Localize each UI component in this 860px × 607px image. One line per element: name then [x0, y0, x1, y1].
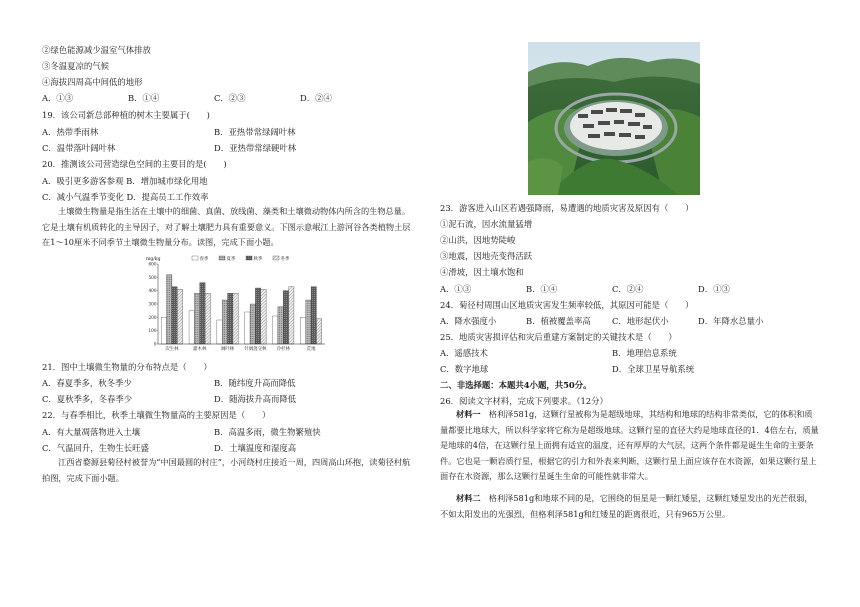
- bar: [167, 275, 172, 344]
- bar: [311, 287, 316, 344]
- bar: [189, 311, 194, 344]
- q25-option-b: B．地理信息系统: [612, 348, 677, 358]
- material-2-label: 材料二: [456, 493, 481, 503]
- soil-intro-paragraph: 土壤微生物量是指生活在土壤中的细菌、真菌、放线菌、藻类和土壤微动物体内所含的生物总量。它是土壤有机质转化的主导因子，对了解土壤肥力具有重要意义。下图示意岷江上游河谷各类植物土层在1～10厘米不同季节土壤微生物量分布。读图，完成下面小题。: [42, 206, 411, 247]
- legend-swatch: [219, 256, 225, 260]
- bar-group: [161, 275, 322, 344]
- q25-option-a: A．遥感技术: [440, 348, 488, 358]
- q21-stem: 21．图中土壤微生物量的分布特点是（ ）: [42, 362, 212, 372]
- q25-option-d: D．全球卫星导航系统: [612, 364, 695, 374]
- y-tick-label: 100: [148, 328, 157, 334]
- q21-option-d: D．随海拔升高而降低: [214, 394, 297, 404]
- q23-stem: 23．游客进入山区若遇强降雨，易遭遇的地质灾害及原因有（ ）: [440, 203, 694, 213]
- y-axis-ticks: [149, 262, 159, 347]
- legend-label: 春季: [199, 256, 209, 262]
- bar: [273, 316, 278, 344]
- q21-option-c: C．夏秋季多，冬春季少: [42, 394, 133, 404]
- bar: [250, 304, 255, 344]
- x-tick-label: 针阔混交林: [244, 347, 267, 352]
- q19-option-c: C．温带落叶阔叶林: [42, 143, 116, 153]
- bar: [278, 307, 283, 344]
- q20-options-cd: C．减小气温季节变化 D．提高员工工作效率: [42, 192, 209, 202]
- q26-stem: 26．阅读文字材料，完成下列要求。（12分）: [440, 396, 608, 406]
- bar: [283, 291, 288, 344]
- bar: [172, 287, 177, 344]
- y-tick-label: 500: [148, 274, 157, 280]
- y-tick-label: 600: [148, 261, 157, 267]
- q19-option-b: B．亚热带常绿阔叶林: [214, 127, 296, 137]
- statement-4: ④海拔四周高中间低的地形: [42, 77, 143, 87]
- q18-option-d: D．②④: [300, 93, 332, 103]
- bar: [205, 293, 210, 344]
- x-tick-label: 次生林: [165, 347, 179, 352]
- y-tick-label: 400: [148, 288, 157, 294]
- bar: [228, 293, 233, 344]
- bar: [255, 288, 260, 344]
- bar: [217, 320, 222, 344]
- q21-option-a: A．春夏季多，秋冬季少: [42, 378, 132, 388]
- legend-swatch: [246, 256, 252, 260]
- q25-option-c: C．数字地球: [440, 364, 489, 374]
- q18-option-a: A．①③: [42, 93, 74, 103]
- bar: [261, 289, 266, 344]
- section-heading: 二、非选择题：本题共4小题，共50分。: [440, 380, 592, 390]
- q22-option-d: D．土壤温度和湿度高: [214, 443, 297, 453]
- y-tick-label: 300: [148, 301, 157, 307]
- q19-option-d: D．亚热带常绿硬叶林: [214, 143, 297, 153]
- q21-option-b: B．随纬度升高而降低: [214, 378, 296, 388]
- q20-stem: 20．推测该公司营造绿色空间的主要目的是( ): [42, 159, 227, 169]
- bar: [222, 300, 227, 344]
- legend-label: 冬季: [280, 256, 290, 262]
- q24-stem: 24．菊径村周围山区地质灾害发生频率较低，其原因可能是（ ）: [440, 300, 694, 310]
- bar: [300, 317, 305, 344]
- q23-item-4: ④滑坡，因土壤水饱和: [440, 267, 524, 277]
- y-tick-label: 0: [153, 341, 157, 347]
- q23-item-2: ②山洪，因地势陡峻: [440, 235, 516, 245]
- y-tick-label: 200: [148, 314, 157, 320]
- bar: [194, 293, 199, 344]
- bar: [233, 293, 238, 344]
- q23-option-b: B．①④: [526, 284, 558, 294]
- q23-item-1: ①泥石流，因水流量猛增: [440, 219, 533, 229]
- x-tick-label: 荒地: [306, 347, 316, 352]
- q18-option-b: B．①④: [128, 93, 160, 103]
- bar: [245, 312, 250, 344]
- bar: [161, 317, 166, 344]
- x-tick-label: 灌木林: [193, 347, 207, 352]
- q24-option-d: D．年降水总量小: [698, 316, 764, 326]
- q22-option-c: C．气温回升，生物生长旺盛: [42, 443, 149, 453]
- q22-option-b: B．高温多雨，微生物繁殖快: [214, 427, 321, 437]
- q22-stem: 22．与春季相比，秋季土壤微生物量高的主要原因是（ ）: [42, 410, 271, 420]
- q23-item-3: ③地震，因地壳变得活跃: [440, 251, 533, 261]
- q23-option-d: D．①③: [698, 284, 730, 294]
- q25-stem: 25．地质灾害损评估和灾后重建方案制定的关键技术是（ ）: [440, 332, 677, 342]
- q24-option-b: B．植被覆盖率高: [526, 316, 591, 326]
- soil-microbe-bar-chart: [144, 254, 328, 356]
- village-intro-paragraph: 江西省婺源县菊径村被誉为“中国最圆的村庄”，小河绕村庄接近一周，四周高山环抱，读菊径村航拍图，完成下面小题。: [42, 457, 411, 483]
- legend-label: 夏季: [226, 256, 236, 262]
- q24-option-a: A．降水强度小: [440, 316, 497, 326]
- bar: [316, 319, 321, 344]
- y-axis-unit: mg/kg: [146, 257, 161, 262]
- chart-legend: [192, 255, 290, 262]
- q22-option-a: A．有大量凋落物进入土壤: [42, 427, 141, 437]
- bar: [200, 283, 205, 344]
- q23-option-a: A．①③: [440, 284, 472, 294]
- x-tick-label: 冷杉林: [276, 347, 290, 352]
- q18-option-c: C．②③: [214, 93, 246, 103]
- q24-option-c: C．地形起伏小: [612, 316, 669, 326]
- material-2-paragraph: 材料二 格利泽581g和地球不同的是，它围绕的恒星是一颗红矮星，这颗红矮星发出的光芒很弱，不如太阳发出的光强烈，但格利泽581g和红矮星的距离很近，只有965万公里。: [440, 493, 813, 519]
- q19-option-a: A．热带季雨林: [42, 127, 99, 137]
- x-tick-label: 阔叶林: [220, 347, 235, 352]
- material-1-paragraph: 材料一 格利泽581g，这颗行星被称为是超级地球，其结构和地球的结构非常类似，它的体积和质量都要比地球大，所以科学家将它称为是超级地球。这颗行星的直径大约是地球直径的1．4倍左右，质量是地球的4倍，在这颗行星上面拥有适宜的温度，还有厚厚的大气层，这两个条件都是诞生生命的主要条件。它也是一颗岩质行星，根据它的引力和外表来判断，这颗行星上面应该存在水资源，如果这颗行星上面存在水资源，那么这颗行星诞生生命的可能性就非常大。: [440, 409, 819, 481]
- x-axis-labels: [165, 345, 316, 352]
- village-aerial-photo: [528, 42, 700, 195]
- statement-3: ③冬温夏凉的气候: [42, 61, 109, 71]
- material-1-label: 材料一: [456, 409, 481, 419]
- legend-swatch: [273, 256, 279, 260]
- legend-label: 秋季: [253, 256, 263, 262]
- statement-2: ②绿色能源减少温室气体排放: [42, 45, 151, 55]
- q20-options-ab: A．吸引更多游客参观 B．增加城市绿化用地: [42, 176, 208, 186]
- legend-swatch: [192, 256, 198, 260]
- bar: [177, 289, 182, 344]
- bar: [306, 300, 311, 344]
- q19-stem: 19．该公司新总部种植的树木主要属于( ): [42, 110, 210, 120]
- bar: [289, 287, 294, 344]
- q23-option-c: C．②④: [612, 284, 644, 294]
